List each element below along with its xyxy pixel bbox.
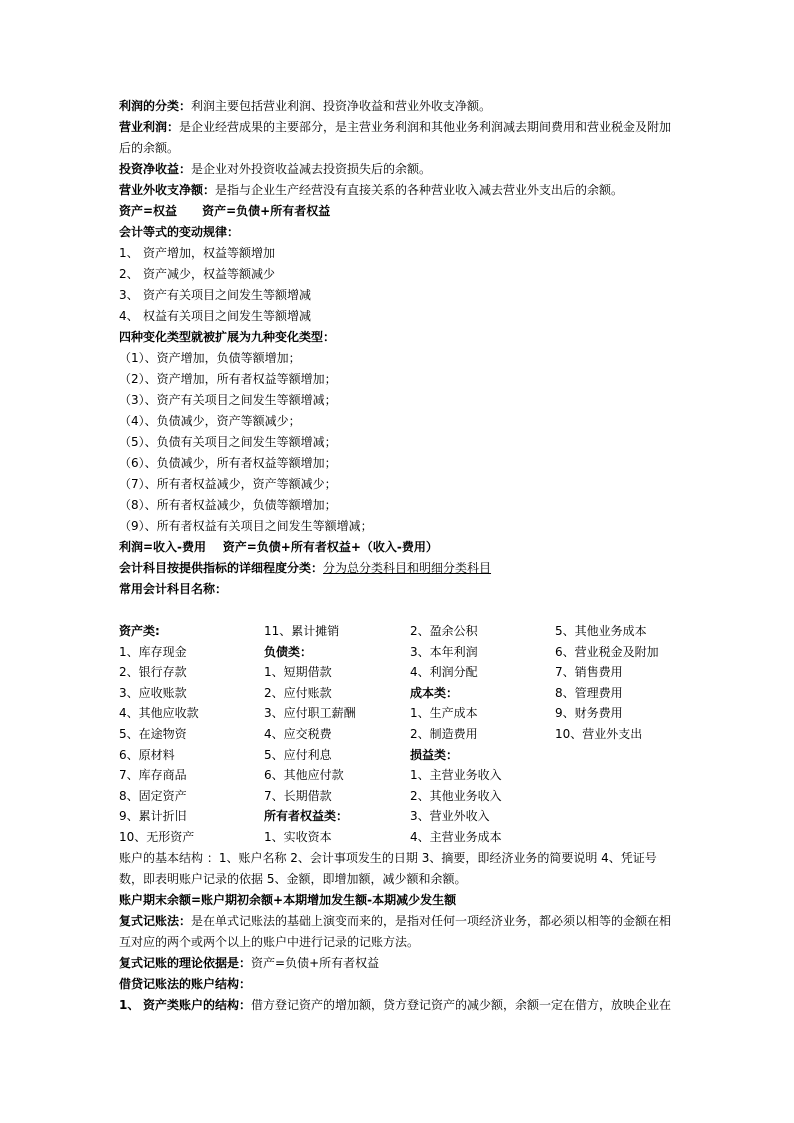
nine-types-list	[119, 348, 679, 537]
item-text: 资产减少，权益等额减少	[143, 267, 276, 281]
list-item: （2）、资产增加，所有者权益等额增加；	[119, 372, 337, 386]
table-row	[119, 642, 699, 663]
table-cell: 2、银行存款	[119, 665, 187, 680]
document-page	[119, 96, 679, 1016]
table-cell: 3、应付职工薪酬	[264, 706, 356, 721]
table-cell: 8、管理费用	[555, 685, 623, 700]
table-cell	[555, 827, 699, 848]
term-label: 复式记账法：	[119, 913, 192, 928]
table-cell: 所有者权益类：	[264, 809, 349, 824]
table-cell: 6、其他应付款	[264, 768, 344, 783]
list-item: （8）、所有者权益减少，负债等额增加；	[119, 498, 337, 512]
table-cell: 5、在途物资	[119, 726, 187, 741]
table-row	[119, 621, 699, 642]
table-cell	[555, 786, 699, 807]
table-cell: 8、固定资产	[119, 788, 187, 803]
table-cell: 4、主营业务成本	[410, 829, 502, 844]
operating-profit-para	[119, 117, 679, 159]
term-text: 是企业对外投资收益减去投资损失后的余额。	[191, 162, 432, 176]
nine-types-title: 四种变化类型就被扩展为九种变化类型：	[119, 330, 336, 344]
term-label: 投资净收益：	[119, 162, 192, 176]
term-label: 营业利润：	[119, 120, 180, 134]
accounts-table	[119, 621, 699, 848]
list-item: （5）、负债有关项目之间发生等额增减；	[119, 435, 337, 449]
table-cell: 成本类：	[410, 685, 459, 700]
table-cell: 9、财务费用	[555, 706, 623, 721]
table-cell: 1、库存现金	[119, 644, 187, 659]
term-label: 会计科目按提供指标的详细程度分类：	[119, 561, 324, 575]
term-text: 资产=负债+所有者权益	[251, 955, 380, 970]
classification-link-text: 分为总分类科目和明细分类科目	[323, 561, 492, 575]
table-cell	[555, 765, 699, 786]
double-entry-para	[119, 911, 679, 953]
table-row	[119, 724, 699, 745]
table-cell: 2、盈余公积	[410, 624, 478, 638]
list-item: （9）、所有者权益有关项目之间发生等额增减；	[119, 519, 373, 533]
table-row	[119, 827, 699, 848]
debit-credit-title: 借贷记账法的账户结构：	[119, 976, 252, 991]
table-cell: 10、无形资产	[119, 829, 195, 844]
change-rules-list	[119, 243, 679, 327]
term-label: 复式记账的理论依据是：	[119, 955, 252, 970]
common-accounts-title: 常用会计科目名称：	[119, 582, 228, 596]
list-item: （4）、负债减少，资产等额减少；	[119, 414, 301, 428]
classification-line	[119, 558, 679, 579]
table-cell: 资产类:	[119, 624, 160, 638]
table-cell: 9、累计折旧	[119, 809, 187, 824]
table-row	[119, 765, 699, 786]
table-cell: 损益类：	[410, 747, 459, 762]
table-cell: 3、应收账款	[119, 685, 187, 700]
spacer	[119, 600, 679, 621]
term-label: 资产类账户的结构：	[143, 997, 252, 1012]
account-structure-para: 账户的基本结构 ：1、账户名称 2、会计事项发生的日期 3、摘要，即经济业务的简要说明 4、凭证号数，即表明账户记录的依据 5、金额，即增加额，减少额和余额。	[119, 850, 657, 886]
ending-balance-formula: 账户期末余额=账户期初余额+本期增加发生额-本期减少发生额	[119, 892, 457, 907]
equation-assets-equity: 资产=权益 资产=负债+所有者权益	[119, 204, 331, 218]
list-item	[119, 285, 679, 306]
table-row	[119, 806, 699, 827]
table-cell	[555, 806, 699, 827]
table-cell: 4、应交税费	[264, 726, 332, 741]
table-cell: 1、生产成本	[410, 706, 478, 721]
term-text: 是在单式记账法的基础上演变而来的，是指对任何一项经济业务，都必须以相等的金额在相互对应的两个或两个以上的账户中进行记录的记账方法。	[119, 913, 672, 949]
table-cell: 5、应付利息	[264, 747, 332, 762]
term-text: 是指与企业生产经营没有直接关系的各种营业收入减去营业外支出后的余额。	[215, 183, 624, 197]
table-cell: 4、利润分配	[410, 665, 478, 680]
item-number: 1、	[119, 246, 139, 260]
equation-profit: 利润=收入-费用 资产=负债+所有者权益+（收入-费用）	[119, 540, 438, 554]
list-item	[119, 264, 679, 285]
table-row	[119, 683, 699, 704]
table-cell: 6、营业税金及附加	[555, 644, 659, 659]
table-cell: 3、营业外收入	[410, 809, 490, 824]
list-item: （7）、所有者权益减少，资产等额减少；	[119, 477, 337, 491]
table-cell: 7、销售费用	[555, 665, 623, 680]
term-label: 利润的分类：	[119, 99, 192, 113]
investment-income-line	[119, 159, 679, 180]
list-item: （3）、资产有关项目之间发生等额增减；	[119, 393, 337, 407]
list-item: （6）、负债减少，所有者权益等额增加；	[119, 456, 337, 470]
list-item: （1）、资产增加，负债等额增加；	[119, 351, 301, 365]
table-cell: 1、短期借款	[264, 665, 332, 680]
table-cell: 1、实收资本	[264, 829, 332, 844]
theory-line	[119, 953, 679, 974]
asset-structure-line	[119, 995, 679, 1016]
table-cell: 6、原材料	[119, 747, 175, 762]
table-cell: 7、库存商品	[119, 768, 187, 783]
table-cell: 10、营业外支出	[555, 726, 643, 741]
item-number: 4、	[119, 309, 139, 323]
profit-classification-line	[119, 96, 679, 117]
table-cell: 2、制造费用	[410, 726, 478, 741]
item-number: 3、	[119, 288, 139, 302]
item-number: 2、	[119, 267, 139, 281]
table-cell: 1、主营业务收入	[410, 768, 502, 783]
term-text: 是企业经营成果的主要部分，是主营业务利润和其他业务利润减去期间费用和营业税金及附加后的余额。	[119, 120, 672, 155]
table-cell: 2、应付账款	[264, 685, 332, 700]
term-text: 借方登记资产的增加额，贷方登记资产的减少额，余额一定在借方，放映企业在	[251, 997, 672, 1012]
table-row	[119, 786, 699, 807]
table-row	[119, 745, 699, 766]
table-cell: 5、其他业务成本	[555, 624, 647, 638]
item-number: 1、	[119, 997, 140, 1012]
table-cell: 2、其他业务收入	[410, 788, 502, 803]
table-row	[119, 662, 699, 683]
term-text: 利润主要包括营业利润、投资净收益和营业外收支净额。	[191, 99, 492, 113]
table-cell: 11、累计摊销	[264, 624, 340, 638]
table-cell: 3、本年利润	[410, 644, 478, 659]
list-item	[119, 306, 679, 327]
term-label: 营业外收支净额：	[119, 183, 216, 197]
table-cell: 负债类：	[264, 644, 313, 659]
item-text: 权益有关项目之间发生等额增减	[143, 309, 312, 323]
change-rules-title: 会计等式的变动规律：	[119, 225, 240, 239]
table-cell: 7、长期借款	[264, 788, 332, 803]
table-cell: 4、其他应收款	[119, 706, 199, 721]
table-row	[119, 703, 699, 724]
table-cell	[555, 745, 699, 766]
item-text: 资产有关项目之间发生等额增减	[143, 288, 312, 302]
list-item	[119, 243, 679, 264]
non-operating-line	[119, 180, 679, 201]
item-text: 资产增加，权益等额增加	[143, 246, 276, 260]
